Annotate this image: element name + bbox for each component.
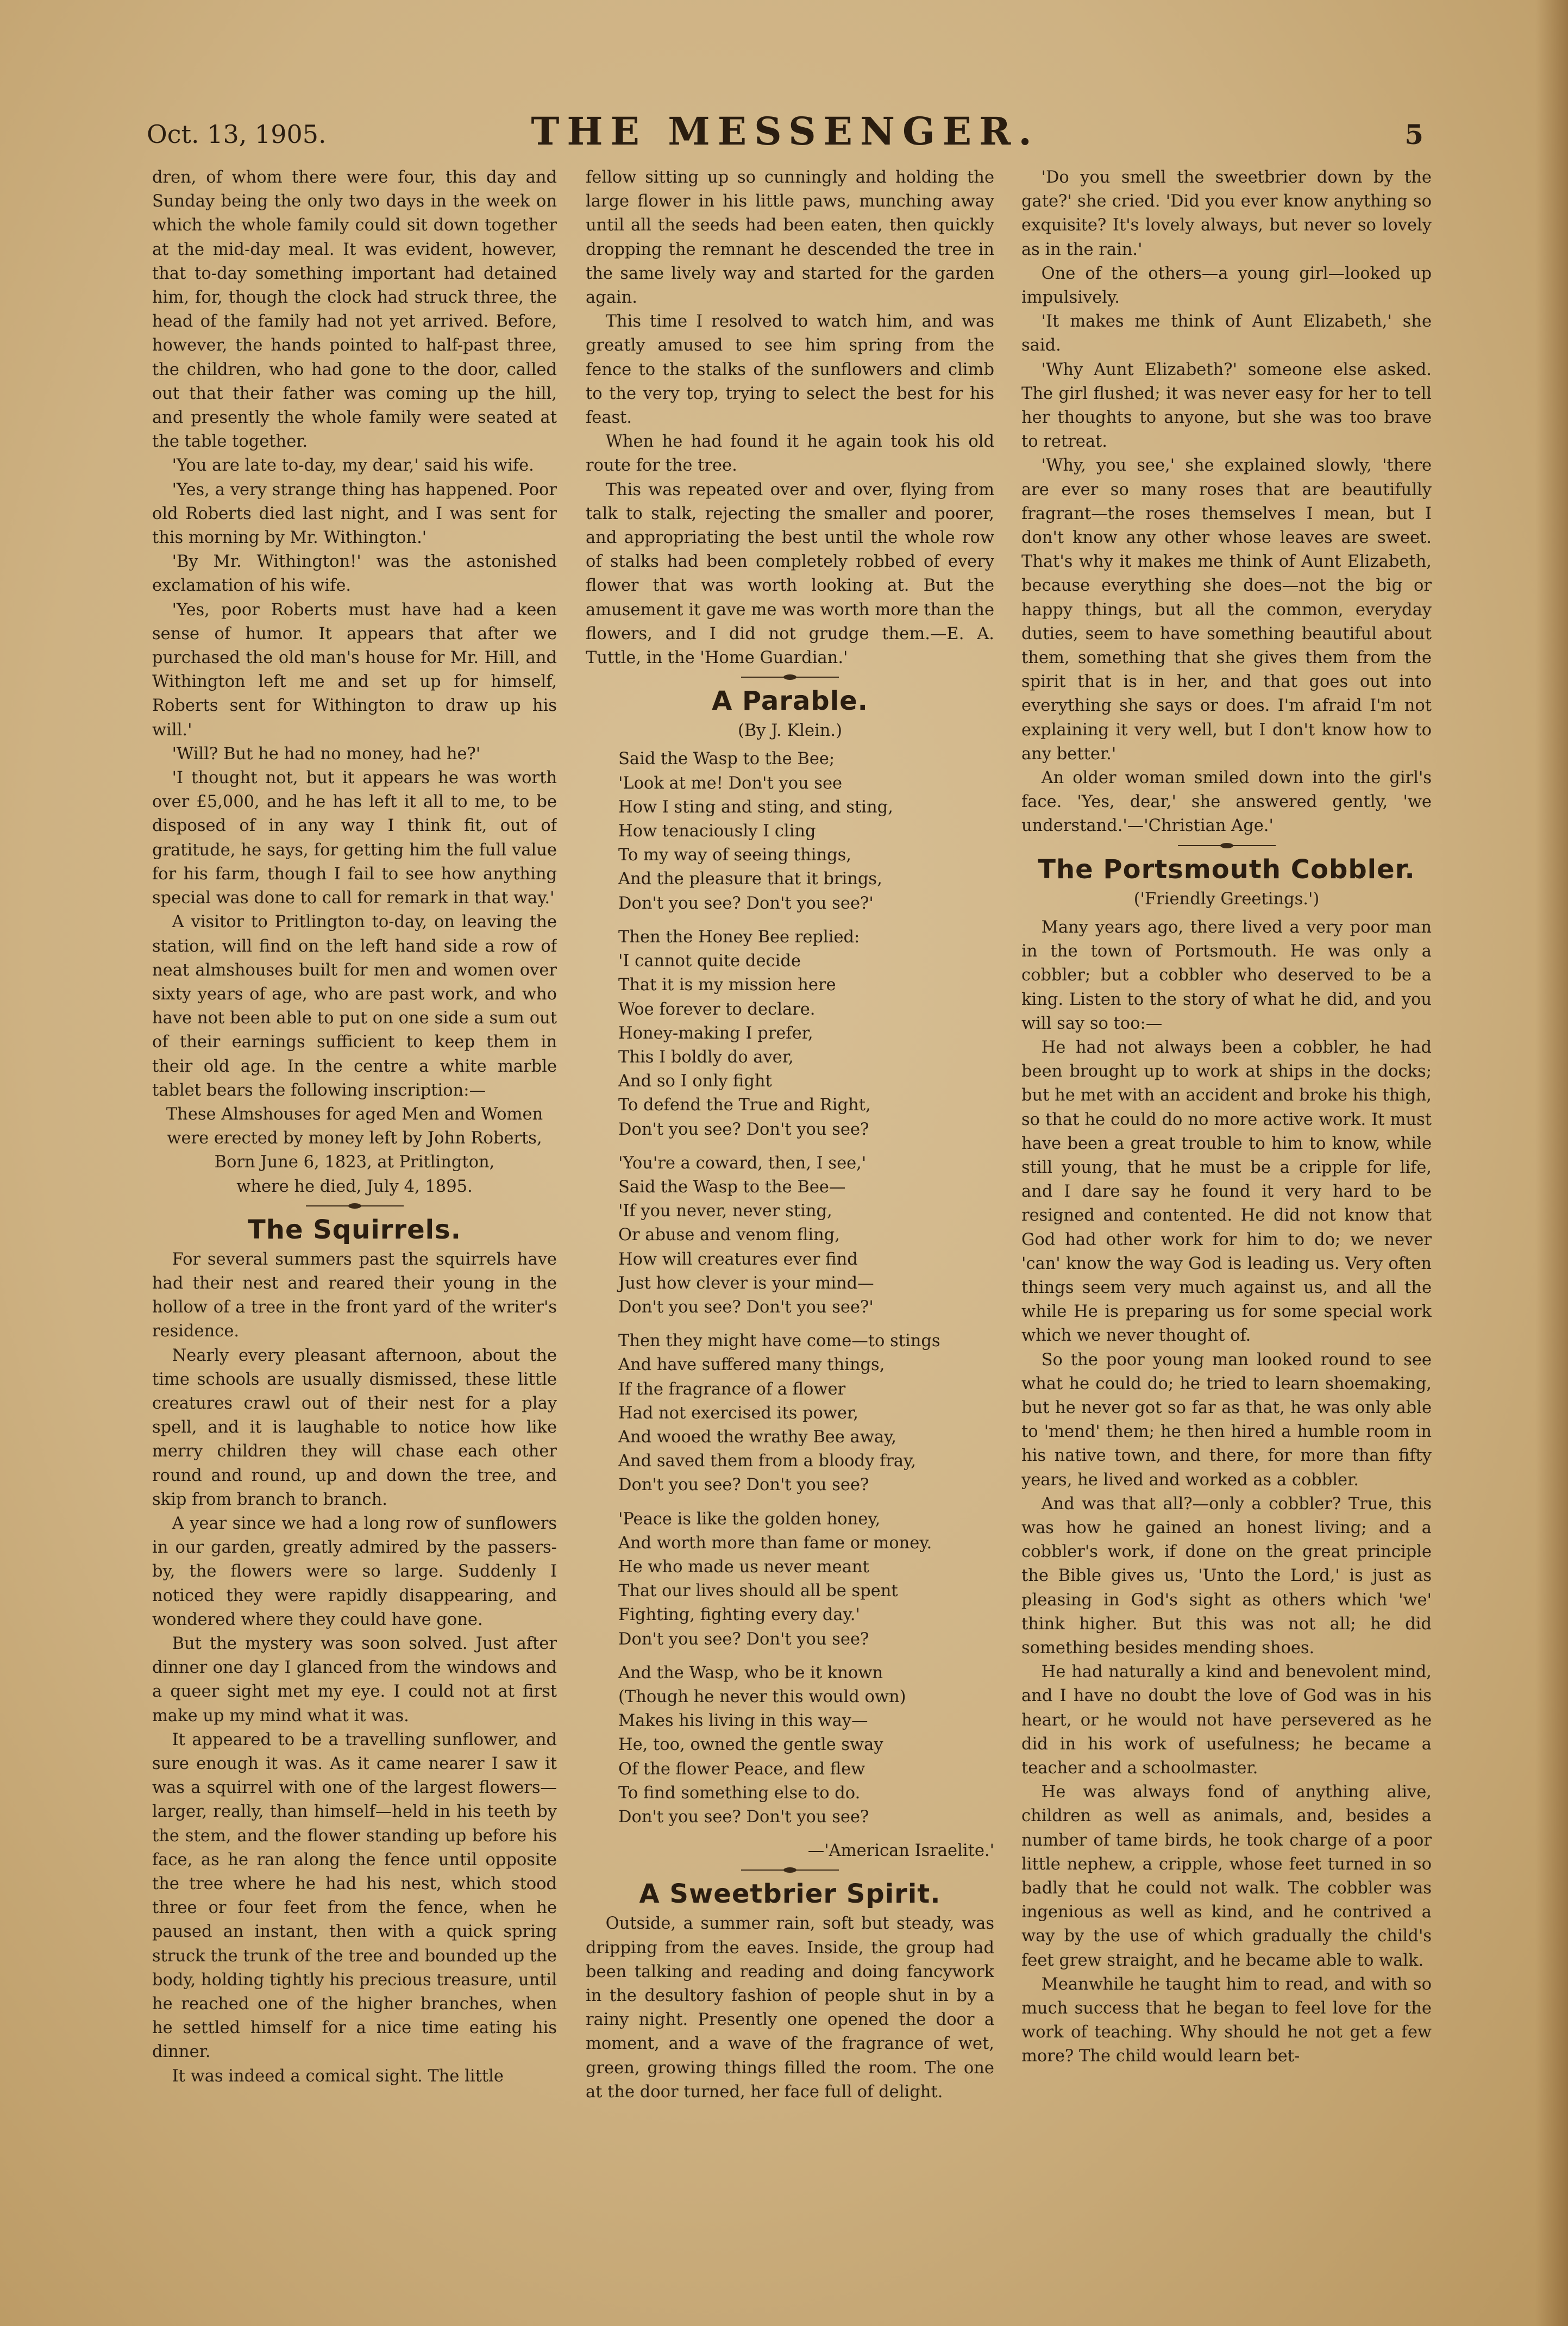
poem-stanza bbox=[618, 747, 994, 915]
poem-line: Honey-making I prefer, bbox=[618, 1023, 813, 1043]
poem-stanza bbox=[618, 926, 994, 1142]
paragraph: Many years ago, there lived a very poor man in the town of Portsmouth. He was only a cobbler; but a cobbler who deserved to be a king. Listen to the story of what he did, and you will say so too:— bbox=[1021, 917, 1432, 1033]
page-number: 5 bbox=[1404, 118, 1423, 151]
poem-line: 'I cannot quite decide bbox=[618, 952, 801, 971]
column-1 bbox=[152, 166, 557, 2187]
poem-stanza bbox=[618, 1508, 994, 1652]
paragraph: But the mystery was soon solved. Just after dinner one day I glanced from the windows and a queer sight met my eye. I could not at first make up my mind what it was. bbox=[152, 1634, 557, 1725]
poem-line: This I boldly do aver, bbox=[618, 1047, 794, 1067]
poem-line: Said the Wasp to the Bee— bbox=[618, 1177, 846, 1197]
source-credit: —'American Israelite.' bbox=[807, 1841, 994, 1861]
poem-line: How I sting and sting, and sting, bbox=[618, 797, 893, 817]
paragraph: 'Will? But he had no money, had he?' bbox=[172, 744, 481, 764]
poem-line: Don't you see? Don't you see? bbox=[618, 1120, 869, 1139]
section-divider bbox=[741, 1867, 839, 1873]
poem-line: And the Wasp, who be it known bbox=[618, 1663, 883, 1683]
paragraph: 'Why, you see,' she explained slowly, 'there are ever so many roses that are beautifully fragrant—the roses themselves I mean, but I don't know any other whose leaves are sweet. That's why it makes me think of Aunt Elizabeth, because everything she does—not the big or happy things, but all the common, everyday duties, seem to have something beautiful about them, something that she gives them from the spirit that is in her, and that goes out into everything she says or does. I'm afraid I'm not explaining it very well, but I don't know how to any better.' bbox=[1021, 456, 1432, 764]
poem-line: Then the Honey Bee replied: bbox=[618, 927, 860, 947]
article-title-cobbler: The Portsmouth Cobbler. bbox=[1038, 854, 1415, 885]
poem-line: Don't you see? Don't you see? bbox=[618, 1475, 869, 1495]
paragraph: 'Why Aunt Elizabeth?' someone else asked. The girl flushed; it was never easy for her to tell her thoughts to anyone, but she was too brave to retreat. bbox=[1021, 360, 1432, 452]
poem-line: To my way of seeing things, bbox=[618, 846, 851, 865]
poem-line: Don't you see? Don't you see? bbox=[618, 1629, 869, 1649]
column-2 bbox=[586, 166, 994, 2187]
paragraph: This time I resolved to watch him, and was greatly amused to see him spring from the fence to the stalks of the sunflowers and climb to the very top, trying to select the best for his feast. bbox=[586, 312, 994, 428]
poem-line: Said the Wasp to the Bee; bbox=[618, 749, 835, 769]
paragraph: A visitor to Pritlington to-day, on leaving the station, will find on the left hand side a row of neat almshouses built for men and women over sixty years of age, who are past work, and who have not been able to put on one side a sum out of their earnings sufficient to keep them in their old age. In the centre a white marble tablet bears the following inscription:— bbox=[152, 912, 557, 1100]
poem-line: 'Peace is like the golden honey, bbox=[618, 1509, 881, 1529]
paragraph: He had not always been a cobbler, he had been brought up to work at ships in the docks; but he met with an accident and broke his thigh, so that he could do no more active work. It must have been a great trouble to him to know, while still young, that he must be a cripple for life, and I dare say he found it very hard to be resigned and contented. He did not know that God had other work for him to do; we never 'can' know the way God is leading us. Very often things seem very much against us, and all the while He is preparing us for some special work which we never thought of. bbox=[1021, 1037, 1432, 1346]
poem-line: He who made us never meant bbox=[618, 1557, 869, 1577]
inscription-line: were erected by money left by John Roberts, bbox=[167, 1129, 542, 1148]
poem-stanza bbox=[618, 1329, 994, 1497]
poem-line: How tenaciously I cling bbox=[618, 822, 816, 841]
inscription-line: Born June 6, 1823, at Pritlington, bbox=[214, 1153, 495, 1172]
poem-line: To find something else to do. bbox=[618, 1783, 861, 1803]
paragraph: For several summers past the squirrels have had their nest and reared their young in the hollow of a tree in the front yard of the writer's residence. bbox=[152, 1249, 557, 1341]
inscription-line: These Almshouses for aged Men and Women bbox=[166, 1104, 543, 1124]
poem-line: And so I only fight bbox=[618, 1072, 772, 1091]
poem-line: Don't you see? Don't you see?' bbox=[618, 893, 874, 913]
poem-line: Don't you see? Don't you see? bbox=[618, 1808, 869, 1827]
poem-line: Fighting, fighting every day.' bbox=[618, 1605, 860, 1625]
paragraph: When he had found it he again took his old route for the tree. bbox=[586, 432, 994, 476]
page-edge-shadow bbox=[1535, 0, 1568, 2326]
poem-line: And saved them from a bloody fray, bbox=[618, 1452, 916, 1471]
poem-line: How will creatures ever find bbox=[618, 1249, 858, 1269]
poem-line: And the pleasure that it brings, bbox=[618, 870, 882, 889]
poem-line: That our lives should all be spent bbox=[618, 1581, 898, 1601]
paragraph: dren, of whom there were four, this day and Sunday being the only two days in the week on which the whole family could sit down together at the mid-day meal. It was evident, however, that to-day something important had detained him, for, though the clock had struck three, the head of the family had not yet arrived. Before, however, the hands pointed to half-past three, the children, who had gone to the door, called out that their father was coming up the hill, and presently the whole family were seated at the table together. bbox=[152, 168, 557, 452]
paragraph: One of the others—a young girl—looked up impulsively. bbox=[1021, 264, 1432, 308]
poem-line: Had not exercised its power, bbox=[618, 1403, 858, 1423]
poem-line: If the fragrance of a flower bbox=[618, 1379, 846, 1399]
paragraph: 'Yes, poor Roberts must have had a keen sense of humor. It appears that after we purchased the old man's house for Mr. Hill, and Withington left me and set up for himself, Roberts sent for Withington to draw up his will.' bbox=[152, 600, 557, 740]
poem-line: 'If you never, never sting, bbox=[618, 1202, 832, 1221]
paragraph: It was indeed a comical sight. The little bbox=[172, 2066, 504, 2086]
paragraph: 'You are late to-day, my dear,' said his wife. bbox=[172, 456, 534, 476]
paragraph: A year since we had a long row of sunflowers in our garden, greatly admired by the passers-by, the flowers were so large. Suddenly I noticed they were rapidly disappearing, and wondered where they could have gone. bbox=[152, 1514, 557, 1629]
byline: ('Friendly Greetings.') bbox=[1133, 889, 1320, 909]
article-title-sweetbrier: A Sweetbrier Spirit. bbox=[639, 1879, 941, 1910]
section-divider bbox=[306, 1203, 404, 1209]
paragraph: So the poor young man looked round to see what he could do; he tried to learn shoemaking, but he never got so far as that, he was only able to 'mend' them; he then hired a humble room in his native town, and there, for more than fifty years, he lived and worked as a cobbler. bbox=[1021, 1350, 1432, 1490]
poem-stanza bbox=[618, 1152, 994, 1320]
poem-line: And have suffered many things, bbox=[618, 1355, 885, 1375]
poem-line: Just how clever is your mind— bbox=[618, 1273, 874, 1293]
poem-line: That it is my mission here bbox=[618, 976, 836, 995]
paragraph: 'Yes, a very strange thing has happened. Poor old Roberts died last night, and I was sent for this morning by Mr. Withington.' bbox=[152, 480, 557, 548]
paragraph: 'It makes me think of Aunt Elizabeth,' she said. bbox=[1021, 312, 1432, 355]
poem-line: 'You're a coward, then, I see,' bbox=[618, 1153, 867, 1173]
poem-stanza bbox=[618, 1661, 994, 1829]
section-divider bbox=[1178, 843, 1276, 848]
paragraph: Meanwhile he taught him to read, and with so much success that he began to feel love for the work of teaching. Why should he not get a few more? The child would learn bet- bbox=[1021, 1974, 1432, 2066]
poem-line: Woe forever to declare. bbox=[618, 999, 816, 1019]
issue-date: Oct. 13, 1905. bbox=[147, 120, 327, 149]
article-title-parable: A Parable. bbox=[712, 686, 868, 717]
paragraph: And was that all?—only a cobbler? True, this was how he gained an honest living; and a cobbler's work, if done on the great principle the Bible gives us, 'Unto the Lord,' is just as pleasing in God's sight as others which 'we' think higher. But this was not all; he did something besides mending shoes. bbox=[1021, 1494, 1432, 1658]
inscription bbox=[152, 1103, 557, 1199]
byline: (By J. Klein.) bbox=[737, 721, 843, 741]
masthead-title: THE MESSENGER. bbox=[531, 109, 1039, 154]
inscription-line: where he died, July 4, 1895. bbox=[236, 1177, 473, 1196]
poem-line: Makes his living in this way— bbox=[618, 1711, 868, 1731]
column-3 bbox=[1021, 166, 1432, 2187]
poem-line: Don't you see? Don't you see?' bbox=[618, 1297, 874, 1317]
paragraph: 'Do you smell the sweetbrier down by the gate?' she cried. 'Did you ever know anything so exquisite? It's lovely always, but never so lovely as in the rain.' bbox=[1021, 168, 1432, 259]
poem-line: 'Look at me! Don't you see bbox=[618, 773, 843, 793]
poem-line: Or abuse and venom fling, bbox=[618, 1225, 840, 1245]
paragraph: Nearly every pleasant afternoon, about the time schools are usually dismissed, these little creatures crawl out of their nest for a play spell, and it is laughable to notice how like merry children they will chase each other round and round, up and down the tree, and skip from branch to branch. bbox=[152, 1346, 557, 1509]
paragraph: fellow sitting up so cunningly and holding the large flower in his little paws, munching away until all the seeds had been eaten, then quickly dropping the remnant he descended the tree in the same lively way and started for the garden again. bbox=[586, 168, 994, 308]
poem-line: (Though he never this would own) bbox=[618, 1687, 906, 1706]
poem-line: Of the flower Peace, and flew bbox=[618, 1759, 865, 1779]
poem-line: Then they might have come—to stings bbox=[618, 1331, 940, 1351]
paragraph: He was always fond of anything alive, children as well as animals, and, besides a number of tame birds, he took charge of a poor little nephew, a cripple, whose feet turned in so badly that he could not walk. The cobbler was ingenious as well as kind, and he contrived a way by the use of which gradually the child's feet grew straight, and he became able to walk. bbox=[1021, 1783, 1432, 1970]
paragraph: This was repeated over and over, flying from talk to stalk, rejecting the smaller and poorer, and appropriating the best until the whole row of stalks had been completely robbed of every flower that was worth looking at. But the amusement it gave me was worth more than the flowers, and I did not grudge them.—E. A. Tuttle, in the 'Home Guardian.' bbox=[586, 480, 994, 668]
poem-line: He, too, owned the gentle sway bbox=[618, 1735, 883, 1755]
paragraph: Outside, a summer rain, soft but steady, was dripping from the eaves. Inside, the group had been talking and reading and doing fancywork in the desultory fashion of people shut in by a rainy night. Presently one opened the door a moment, and a wave of the fragrance of wet, green, growing things filled the room. The one at the door turned, her face full of delight. bbox=[586, 1914, 994, 2102]
poem-line: To defend the True and Right, bbox=[618, 1096, 871, 1115]
article-title-squirrels: The Squirrels. bbox=[248, 1214, 461, 1245]
paragraph: An older woman smiled down into the girl's face. 'Yes, dear,' she answered gently, 'we understand.'—'Christian Age.' bbox=[1021, 768, 1432, 836]
paragraph: He had naturally a kind and benevolent mind, and I have no doubt the love of God was in his heart, or he would not have persevered as he did in his work of usefulness; he became a teacher and a schoolmaster. bbox=[1021, 1662, 1432, 1778]
poem-line: And worth more than fame or money. bbox=[618, 1533, 932, 1553]
page-header bbox=[147, 109, 1423, 158]
poem-line: And wooed the wrathy Bee away, bbox=[618, 1427, 896, 1447]
paragraph: It appeared to be a travelling sunflower, and sure enough it was. As it came nearer I saw it was a squirrel with one of the largest flowers—larger, really, than himself—held in his teeth by the stem, and the flower standing up before his face, as he ran along the fence until opposite the tree where he had his nest, which stood three or four feet from the fence, when he paused an instant, then with a quick spring struck the trunk of the tree and bounded up the body, holding tightly his precious treasure, until he reached one of the higher branches, when he settled himself for a nice time eating his dinner. bbox=[152, 1730, 557, 2062]
paragraph: 'By Mr. Withington!' was the astonished exclamation of his wife. bbox=[152, 552, 557, 596]
paragraph: 'I thought not, but it appears he was worth over £5,000, and he has left it all to me, to be disposed of in any way I think fit, out of gratitude, he says, for getting him the full value for his farm, though I fail to see how anything special was done to call for remark in that way.' bbox=[152, 768, 557, 908]
section-divider bbox=[741, 674, 839, 680]
